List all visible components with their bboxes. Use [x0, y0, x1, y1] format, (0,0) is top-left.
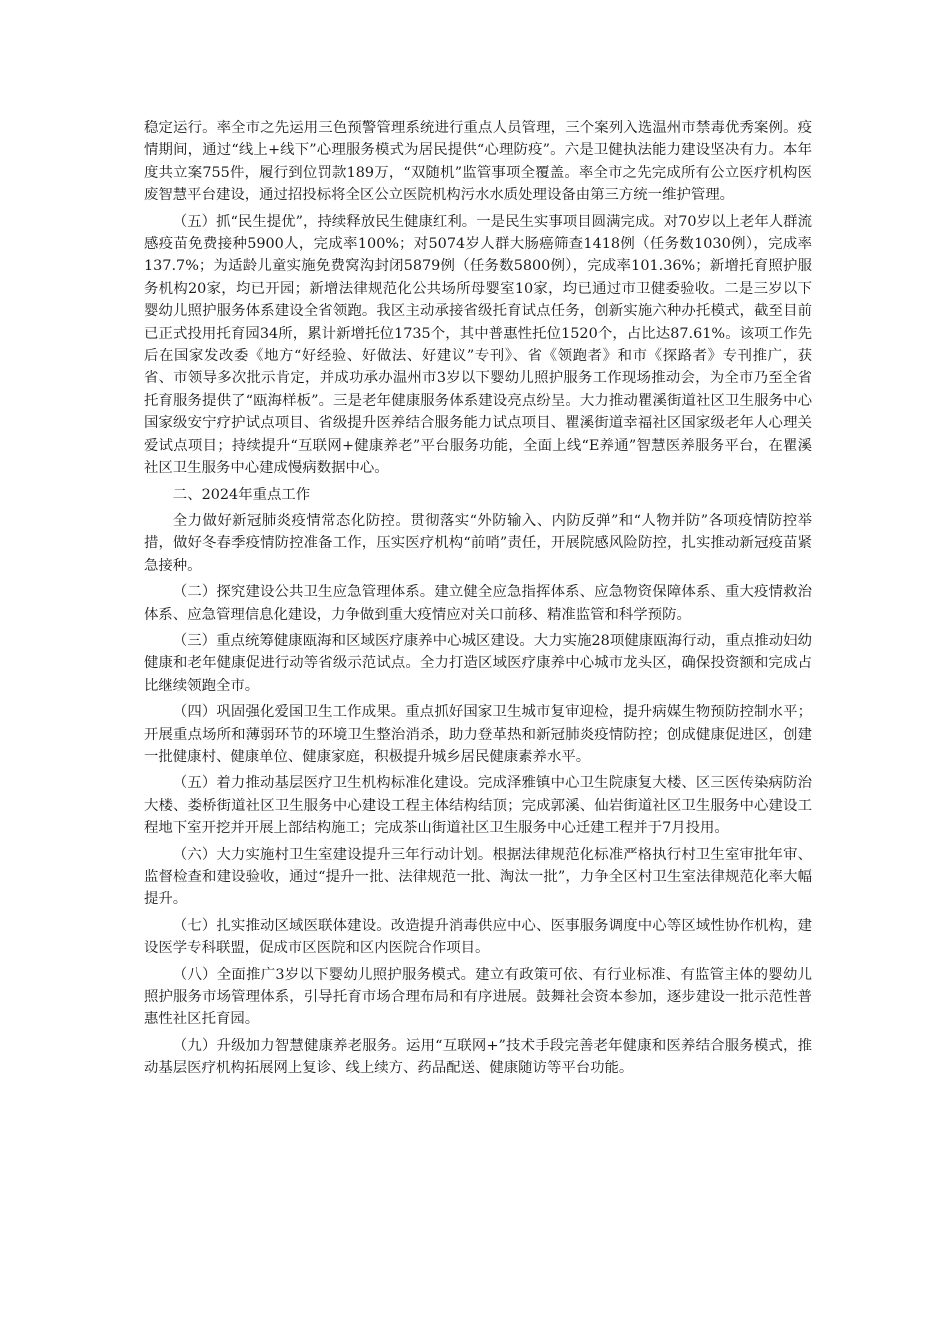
- paragraph-item-9: （九）升级加力智慧健康养老服务。运用“互联网+”技术手段完善老年健康和医养结合服务模式，推动基层医疗机构拓展网上复诊、线上续方、药品配送、健康随访等平台功能。: [144, 1037, 812, 1077]
- paragraph-item-7: （七）扎实推动区域医联体建设。改造提升消毒供应中心、医事服务调度中心等区域性协作机构，建设医学专科联盟，促成市区医院和区内医院合作项目。: [144, 917, 812, 957]
- document-body: [144, 117, 812, 1084]
- paragraph-continuation: 稳定运行。率全市之先运用三色预警管理系统进行重点人员管理，三个案列入选温州市禁毒优秀案例。疫情期间，通过“线上+线下”心理服务模式为居民提供“心理防疫”。六是卫健执法能力建设坚决有力。本年度共立案755件，履行到位罚款189万，“双随机”监管事项全覆盖。率全市之先完成所有公立医疗机构医废智慧平台建设，通过招投标将全区公立医院机构污水水质处理设备由第三方统一维护管理。: [144, 120, 812, 204]
- paragraph-item-3: （三）重点统筹健康瓯海和区域医疗康养中心城区建设。大力实施28项健康瓯海行动，重点推动妇幼健康和老年健康促进行动等省级示范试点。全力打造区域医疗康养中心城市龙头区，确保投资额和完成占比继续领跑全市。: [144, 632, 812, 694]
- paragraph-item-2: （二）探究建设公共卫生应急管理体系。建立健全应急指挥体系、应急物资保障体系、重大疫情救治体系、应急管理信息化建设，力争做到重大疫情应对关口前移、精准监管和科学预防。: [144, 584, 812, 623]
- section-heading-2024-key-work: 二、2024年重点工作: [172, 486, 311, 503]
- paragraph-item-6: （六）大力实施村卫生室建设提升三年行动计划。根据法律规范化标准严格执行村卫生室审批年审、监督检查和建设验收，通过“提升一批、法律规范一批、淘汰一批”，力争全区村卫生室法律规范化率大幅提升。: [144, 846, 812, 908]
- paragraph-epidemic-prevention: 全力做好新冠肺炎疫情常态化防控。贯彻落实“外防输入、内防反弹”和“人物并防”各项疫情防控举措，做好冬春季疫情防控准备工作，压实医疗机构“前哨”责任，开展院感风险防控，扎实推动新冠疫苗紧急接种。: [144, 512, 812, 574]
- paragraph-item-5: （五）着力推动基层医疗卫生机构标准化建设。完成泽雅镇中心卫生院康复大楼、区三医传染病防治大楼、娄桥街道社区卫生服务中心建设工程主体结构结顶；完成郭溪、仙岩街道社区卫生服务中心建设工程地下室开挖并开展上部结构施工；完成茶山街道社区卫生服务中心迁建工程并于7月投用。: [144, 775, 812, 837]
- paragraph-section-5-livelihood: （五）抓“民生提优”，持续释放民生健康红利。一是民生实事项目圆满完成。对70岁以上老年人群流感疫苗免费接种5900人，完成率100%；对5074岁人群大肠癌筛查1418例（任务数1030例），完成率137.7%；为适龄儿童实施免费窝沟封闭5879例（任务数5800例），完成率101.36%；新增托育照护服务机构20家，均已开园；新增法律规范化公共场所母婴室10家，均已通过市卫健委验收。二是三岁以下婴幼儿照护服务体系建设全省领跑。我区主动承接省级托育试点任务，创新实施六种办托模式，截至目前已正式投用托育园34所，累计新增托位1735个，其中普惠性托位1520个，占比达87.61%。该项工作先后在国家发改委《地方“好经验、好做法、好建议”专刊》、省《领跑者》和市《探路者》专刊推广，获省、市领导多次批示肯定，并成功承办温州市3岁以下婴幼儿照护服务工作现场推动会，为全市乃至全省托育服务提供了“瓯海样板”。三是老年健康服务体系建设亮点纷呈。大力推动瞿溪街道社区卫生服务中心国家级安宁疗护试点项目、省级提升医养结合服务能力试点项目、瞿溪街道幸福社区国家级老年人心理关爱试点项目；持续提升“互联网+健康养老”平台服务功能，全面上线“E养通”智慧医养服务平台，在瞿溪社区卫生服务中心建成慢病数据中心。: [144, 213, 812, 477]
- paragraph-item-8: （八）全面推广3岁以下婴幼儿照护服务模式。建立有政策可依、有行业标准、有监管主体的婴幼儿照护服务市场管理体系，引导托育市场合理布局和有序进展。鼓舞社会资本参加，逐步建设一批示范性普惠性社区托育园。: [144, 966, 812, 1028]
- paragraph-item-4: （四）巩固强化爱国卫生工作成果。重点抓好国家卫生城市复审迎检，提升病媒生物预防控制水平；开展重点场所和薄弱环节的环境卫生整治消杀，助力登革热和新冠肺炎疫情防控；创成健康促进区，创建一批健康村、健康单位、健康家庭，积极提升城乡居民健康素养水平。: [144, 704, 812, 765]
